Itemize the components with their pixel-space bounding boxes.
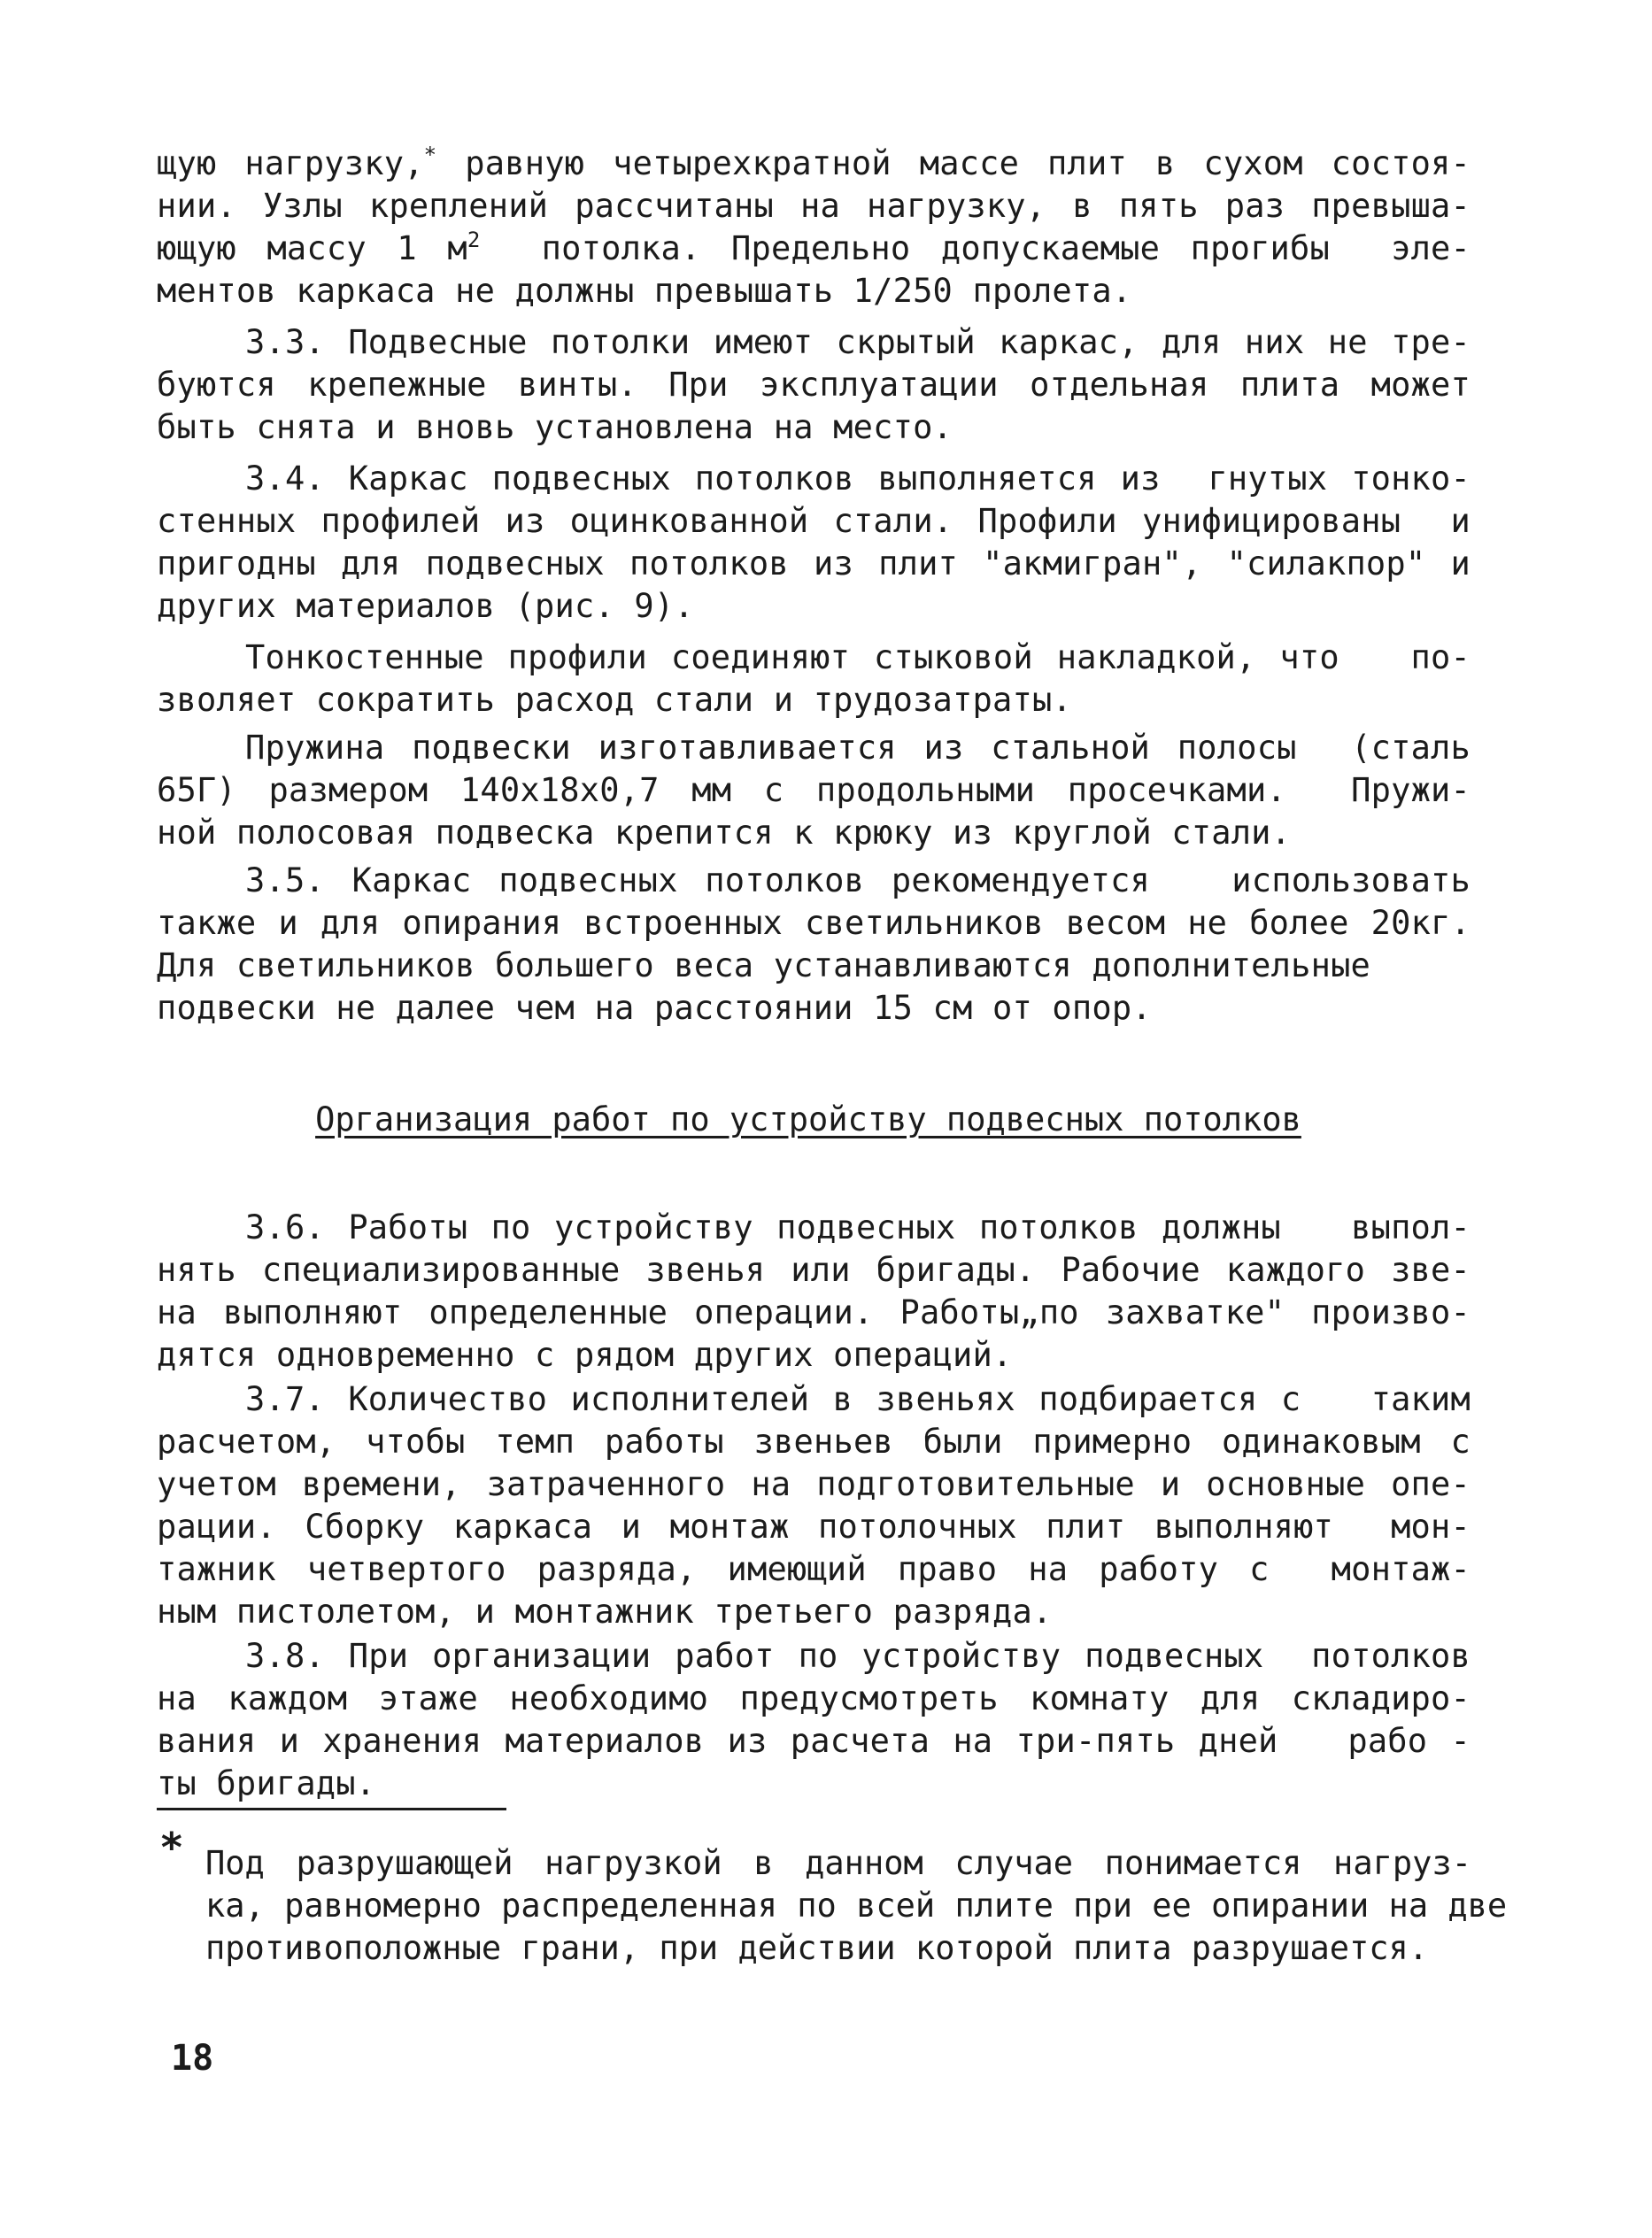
paragraph-3-8-line: ты бригады.: [157, 1764, 376, 1802]
paragraph-3-7-line: ным пистолетом, и монтажник третьего разряда.: [157, 1593, 1053, 1631]
paragraph-continuation-line-1: щую нагрузку,* равную четырехкратной массе плит в сухом состоя-: [157, 143, 1471, 182]
paragraph-3-7-line: учетом времени, затраченного на подготовительные и основные опе-: [157, 1465, 1471, 1503]
paragraph-3-6-line: дятся одновременно с рядом других операций.: [157, 1336, 1013, 1374]
footnote-line: противоположные грани, при действии которой плита разрушается.: [205, 1929, 1429, 1967]
paragraph-3-7-line: тажник четвертого разряда, имеющий право на работу с монтаж-: [157, 1550, 1471, 1588]
section-heading: Организация работ по устройству подвесных потолков: [315, 1100, 1301, 1138]
paragraph-3-3-line: 3.3. Подвесные потолки имеют скрытый каркас, для них не тре-: [245, 323, 1471, 361]
paragraph-3-8-line: 3.8. При организации работ по устройству подвесных потолков: [245, 1637, 1471, 1675]
paragraph-3-5-line: подвески не далее чем на расстоянии 15 см от опор.: [157, 989, 1152, 1027]
paragraph-3-7-line: расчетом, чтобы темп работы звеньев были примерно одинаковым с: [157, 1423, 1471, 1461]
paragraph-3-5-line: Для светильников большего веса устанавливаются дополнительные: [157, 946, 1371, 984]
page-number: 18: [171, 2038, 214, 2079]
paragraph-profiles-line: зволяет сократить расход стали и трудозатраты.: [157, 681, 1072, 719]
footnote-line: Под разрушающей нагрузкой в данном случае понимается нагруз-: [205, 1844, 1471, 1882]
paragraph-3-4-line: 3.4. Каркас подвесных потолков выполняется из гнутых тонко-: [245, 459, 1471, 498]
paragraph-spring-line: 65Г) размером 140х18х0,7 мм с продольными просечками. Пружи-: [157, 771, 1471, 809]
paragraph-3-8-line: вания и хранения материалов из расчета на три-пять дней рабо -: [157, 1722, 1471, 1760]
paragraph-3-7-line: рации. Сборку каркаса и монтаж потолочных плит выполняют мон-: [157, 1508, 1471, 1546]
paragraph-spring-line: ной полосовая подвеска крепится к крюку из круглой стали.: [157, 814, 1292, 852]
superscript-exponent: 2: [467, 228, 481, 252]
paragraph-3-4-line: пригодны для подвесных потолков из плит "акмигран", "силакпор" и: [157, 544, 1471, 583]
paragraph-3-5-line: также и для опирания встроенных светильников весом не более 20кг.: [157, 904, 1471, 942]
paragraph-3-8-line: на каждом этаже необходимо предусмотреть комнату для складиро-: [157, 1679, 1471, 1717]
footnote-mark: *: [159, 1824, 184, 1871]
footnote-separator-rule: [157, 1808, 506, 1810]
paragraph-3-6-line: 3.6. Работы по устройству подвесных потолков должны выпол-: [245, 1208, 1471, 1246]
paragraph-3-4-line: стенных профилей из оцинкованной стали. Профили унифицированы и: [157, 502, 1471, 540]
paragraph-3-6-line: на выполняют определенные операции. Работы„по захватке" произво-: [157, 1293, 1471, 1331]
paragraph-continuation-line-2: нии. Узлы креплений рассчитаны на нагрузку, в пять раз превыша-: [157, 187, 1471, 225]
paragraph-continuation-line-4: ментов каркаса не должны превышать 1/250 пролета.: [157, 272, 1132, 310]
paragraph-3-6-line: нять специализированные звенья или бригады. Рабочие каждого зве-: [157, 1251, 1471, 1289]
paragraph-3-4-line: других материалов (рис. 9).: [157, 587, 694, 625]
footnote-reference-mark: *: [423, 143, 437, 167]
paragraph-continuation-line-3: ющую массу 1 $м^2$ потолка. Предельно допускаемые прогибы эле-: [157, 228, 1471, 267]
footnote-line: ка, равномерно распределенная по всей плите при ее опирании на две: [205, 1887, 1508, 1925]
paragraph-3-7-line: 3.7. Количество исполнителей в звеньях подбирается с таким: [245, 1380, 1471, 1418]
paragraph-3-3-line: буются крепежные винты. При эксплуатации отдельная плита может: [157, 366, 1471, 404]
paragraph-profiles-line: Тонкостенные профили соединяют стыковой накладкой, что по-: [245, 638, 1471, 676]
paragraph-3-3-line: быть снята и вновь установлена на место.: [157, 408, 953, 446]
paragraph-spring-line: Пружина подвески изготавливается из стальной полосы (сталь: [245, 729, 1471, 767]
paragraph-3-5-line: 3.5. Каркас подвесных потолков рекомендуется использовать: [245, 861, 1471, 899]
